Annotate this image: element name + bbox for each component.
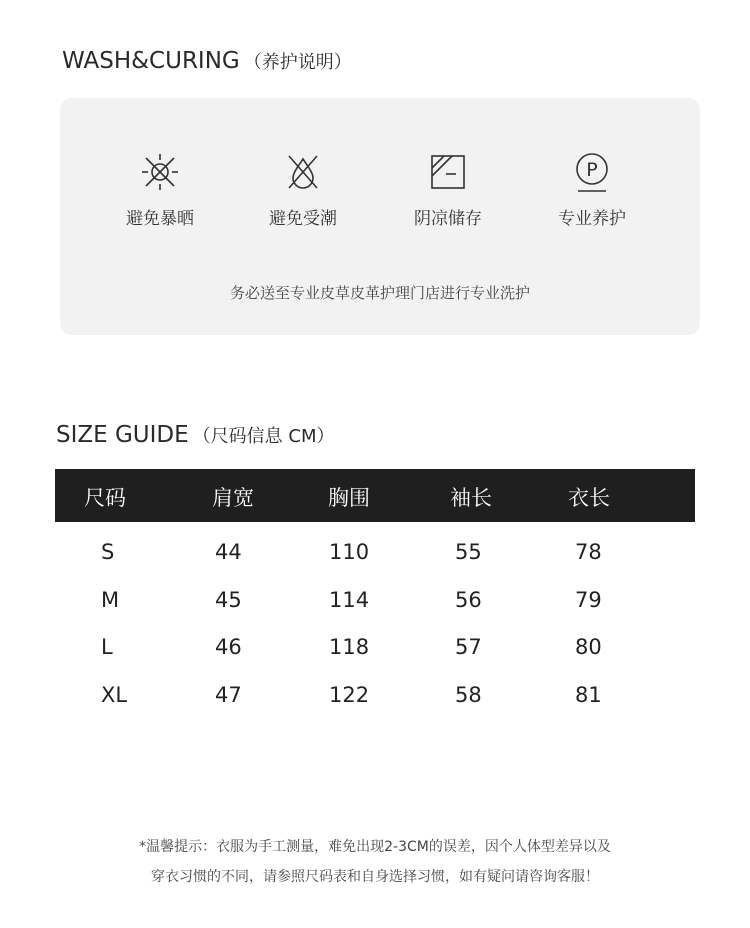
table-cell: 78 <box>575 540 602 564</box>
table-row <box>55 530 695 578</box>
table-cell: 45 <box>215 587 242 612</box>
table-cell: 79 <box>575 587 602 612</box>
professional-care-icon <box>570 150 614 194</box>
no-sun-icon <box>138 150 182 194</box>
table-cell: 81 <box>575 682 602 707</box>
care-note: 务必送至专业皮草皮革护理门店进行专业洗护 <box>229 284 530 302</box>
size-title-text: SIZE GUIDE <box>56 422 189 448</box>
table-cell: M <box>101 587 120 612</box>
care-panel <box>60 98 700 335</box>
table-cell: 55 <box>455 540 482 564</box>
care-label: 避免暴晒 <box>126 209 194 229</box>
no-moisture-icon <box>281 150 325 194</box>
size-table <box>55 469 695 720</box>
tip-line-2: 穿衣习惯的不同，请参照尺码表和自身选择习惯，如有疑问请咨询客服！ <box>151 869 599 885</box>
table-row <box>55 578 695 626</box>
header-cell: 衣长 <box>568 486 610 510</box>
size-title <box>56 422 335 448</box>
table-cell: 46 <box>215 635 242 659</box>
wash-title-text: WASH&CURING <box>62 48 240 74</box>
table-row <box>55 673 695 721</box>
table-cell: 80 <box>575 635 602 659</box>
table-cell: 118 <box>329 635 370 659</box>
shade-storage-icon <box>426 150 470 194</box>
table-cell: L <box>101 635 113 659</box>
table-cell: XL <box>101 682 128 707</box>
care-item-shade-storage <box>378 150 518 229</box>
size-subtitle: （尺码信息 CM） <box>192 426 335 447</box>
wash-subtitle: （养护说明） <box>243 52 352 73</box>
care-item-no-sun <box>90 150 230 229</box>
table-cell: 56 <box>455 587 482 612</box>
size-table-header <box>55 469 695 522</box>
table-cell: 47 <box>215 682 242 707</box>
care-label: 专业养护 <box>558 209 626 229</box>
table-cell: 58 <box>455 682 482 707</box>
table-cell: 57 <box>455 635 482 659</box>
header-cell: 袖长 <box>450 486 492 510</box>
table-row <box>55 625 695 673</box>
table-cell: 122 <box>329 682 370 707</box>
care-item-professional-care <box>522 150 662 229</box>
care-item-no-moisture <box>233 150 373 229</box>
table-cell: 44 <box>215 540 242 564</box>
header-cell: 胸围 <box>328 486 370 510</box>
wash-title <box>62 48 352 74</box>
care-label: 阴凉储存 <box>414 209 482 229</box>
header-cell: 肩宽 <box>212 486 254 510</box>
tip-line-1: *温馨提示：衣服为手工测量，难免出现2-3CM的误差，因个人体型差异以及 <box>139 839 611 855</box>
table-cell: 110 <box>329 540 370 564</box>
table-cell: S <box>101 540 115 564</box>
size-table-body <box>55 522 695 720</box>
header-cell: 尺码 <box>84 486 126 510</box>
svg-text:P: P <box>586 159 598 181</box>
table-cell: 114 <box>329 587 370 612</box>
size-tip <box>0 832 750 892</box>
care-label: 避免受潮 <box>269 209 337 229</box>
